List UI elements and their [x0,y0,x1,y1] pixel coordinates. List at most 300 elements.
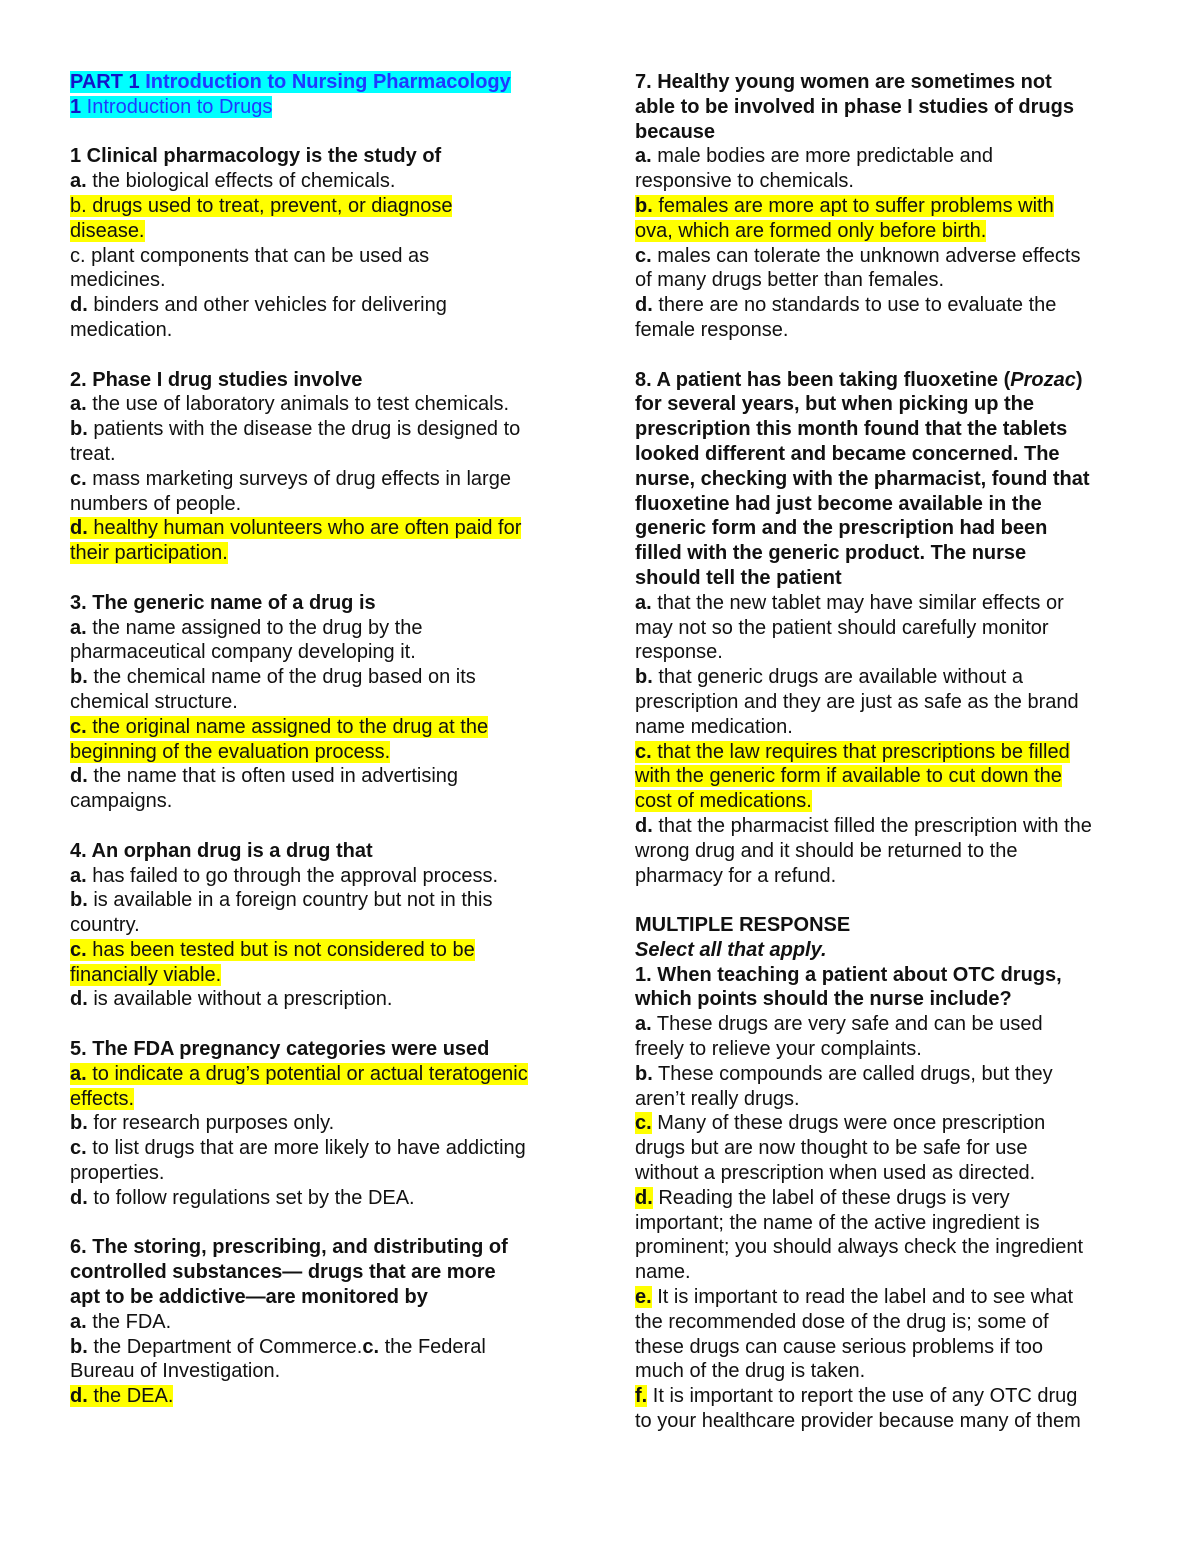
text-run: to list drugs that are more likely to have addicting [86,1137,526,1160]
text-line-content [635,1063,1053,1085]
option-label: b. [70,1335,88,1358]
text-run: patients with the disease the drug is designed to [87,418,521,441]
text-line [635,1161,1130,1186]
text-line-content [635,1212,1040,1234]
option-label: a. [70,393,87,416]
text-line [70,764,570,789]
text-line [635,864,1130,889]
text-run: country. [70,914,140,937]
text-line-content [70,493,241,515]
text-line [635,690,1130,715]
text-line-content [70,1063,528,1085]
text-run: the use of laboratory animals to test chemicals. [86,393,510,416]
text-line-content [635,1137,1027,1159]
text-run: binders and other vehicles for delivering [87,294,447,317]
text-line [635,616,1130,641]
text-line-content [70,542,228,564]
text-line-content [70,1336,486,1358]
text-run: for research purposes only. [87,1112,335,1135]
text-run: 1 [70,95,82,118]
text-run: campaigns. [70,790,173,813]
text-run: disease. [70,219,145,242]
text-line-content [70,641,416,663]
text-line-content [70,418,520,440]
text-run: 1. When teaching a patient about OTC drugs, [635,963,1062,986]
text-run: medicines. [70,269,166,292]
text-line-content [70,1187,415,1209]
option-label: d. [70,517,88,540]
text-line-content [635,592,1064,614]
text-line-content [70,170,395,192]
text-line [70,963,570,988]
text-line [635,1285,1130,1310]
text-line [70,1335,570,1360]
option-label: a. [70,1310,87,1333]
text-line-content [635,1336,1043,1358]
text-line [70,1384,570,1409]
text-line-content [635,294,1056,316]
text-line-content [70,914,140,936]
option-label: b. [635,1062,653,1085]
text-line-content [635,542,1026,564]
text-run: the original name assigned to the drug at the [86,715,489,738]
text-line-content [70,1360,280,1382]
text-run: without a prescription when used as directed. [635,1162,1036,1185]
option-label: c. [362,1335,380,1358]
text-line-content [635,418,1067,440]
text-line-content [635,1162,1035,1184]
text-run: males can tolerate the unknown adverse effects [651,244,1081,267]
text-line-content [635,865,836,887]
text-run: the Federal [379,1335,486,1358]
text-run: the chemical name of the drug based on its [87,666,476,689]
text-run: because [635,120,716,143]
option-label: c. [635,244,652,267]
text-line-content [70,765,458,787]
text-line [635,1384,1130,1409]
text-line [70,789,570,814]
option-label: b. [70,666,88,689]
text-line [70,987,570,1012]
option-label: a. [70,1062,87,1085]
text-run: These compounds are called drugs, but they [652,1062,1053,1085]
text-line [635,1136,1130,1161]
option-label: b. [635,666,653,689]
option-label: c. [635,1112,652,1135]
option-label: a. [635,145,652,168]
text-line-content [70,1286,428,1308]
text-run: 1 Clinical pharmacology is the study of [70,145,442,168]
text-line-content [635,393,1034,415]
text-run: beginning of the evaluation process. [70,740,391,763]
option-label: b. [70,1112,88,1135]
text-line-content [635,1311,1049,1333]
text-line [635,95,1130,120]
text-line [635,442,1130,467]
text-line-content [70,220,145,242]
text-line-content [635,939,827,961]
text-run: with the generic form if available to cut down the [635,765,1062,788]
text-run: has failed to go through the approval process. [86,864,499,887]
text-line-content [635,1286,1073,1308]
text-run: nurse, checking with the pharmacist, found that [635,467,1090,490]
text-line-content [635,96,1074,118]
option-label: a. [635,1013,652,1036]
text-line [635,467,1130,492]
paragraph-gap [635,343,1130,368]
text-run: 3. The generic name of a drug is [70,591,376,614]
text-line [635,1335,1130,1360]
text-line-content [635,741,1070,763]
text-line-content [635,195,1054,217]
text-line-content [635,1013,1043,1035]
text-line-content [70,840,373,862]
text-run: prescription and they are just as safe as the brand [635,690,1079,713]
text-run: their participation. [70,542,228,565]
text-line [635,120,1130,145]
text-line [70,194,570,219]
text-run: to follow regulations set by the DEA. [87,1186,415,1209]
text-line [635,1062,1130,1087]
text-run: to your healthcare provider because many of them [635,1410,1081,1433]
text-line [70,1161,570,1186]
text-line [70,492,570,517]
text-line [635,1260,1130,1285]
text-run: prominent; you should always check the ingredient [635,1236,1084,1259]
text-line-content [635,493,1042,515]
text-run: PART 1 [70,71,140,93]
text-run: b. drugs used to treat, prevent, or diagnose [70,194,453,217]
text-line [70,144,570,169]
text-run: that the law requires that prescriptions be filled [651,740,1070,763]
text-run: the name assigned to the drug by the [86,616,423,639]
text-run: 7. Healthy young women are sometimes not [635,71,1052,93]
option-label: d. [70,294,88,317]
text-run: c. plant components that can be used as [70,244,430,267]
text-line-content [70,145,441,167]
text-line [635,789,1130,814]
option-label: d. [70,765,88,788]
text-line-content [70,71,511,93]
text-line-content [635,1236,1083,1258]
option-label: c. [70,938,87,961]
text-line [70,1062,570,1087]
text-line-content [70,1038,489,1060]
text-line [70,1037,570,1062]
text-line [635,913,1130,938]
paragraph-gap [70,1211,570,1236]
text-line-content [635,1261,691,1283]
text-line-content [70,319,172,341]
text-run: may not so the patient should carefully monitor [635,616,1049,639]
text-line [70,740,570,765]
text-line-content [70,939,475,961]
option-label: d. [70,988,88,1011]
text-line-content [70,964,221,986]
text-line-content [70,369,362,391]
text-line [635,1186,1130,1211]
text-line-content [635,170,854,192]
text-line-content [635,617,1049,639]
text-line-content [70,468,511,490]
text-line [70,665,570,690]
text-run: chemical structure. [70,690,238,713]
option-label: c. [70,467,87,490]
text-line [635,1037,1130,1062]
text-line-content [635,1038,922,1060]
text-line [70,70,570,95]
text-line-content [635,790,812,812]
text-line [635,740,1130,765]
text-line [635,987,1130,1012]
text-line-content [635,1360,865,1382]
text-run: 2. Phase I drug studies involve [70,368,363,391]
text-run: Select all that apply. [635,938,827,961]
option-label: c. [635,740,652,763]
text-run: Bureau of Investigation. [70,1360,281,1383]
text-line-content [635,443,1060,465]
text-run: filled with the generic product. The nurse [635,542,1027,565]
text-line [635,70,1130,95]
text-run: that the pharmacist filled the prescription with the [652,814,1092,837]
text-line-content [635,840,1017,862]
option-label: c. [70,715,87,738]
text-run: responsive to chemicals. [635,170,854,193]
text-line [70,616,570,641]
text-line-content [635,1410,1081,1432]
text-run: male bodies are more predictable and [651,145,993,168]
text-line-content [70,865,498,887]
text-line-content [635,815,1092,837]
text-line [635,1359,1130,1384]
right-column [635,70,1130,1434]
text-run: pharmacy for a refund. [635,864,837,887]
option-label: d. [635,294,653,317]
text-line [635,1087,1130,1112]
text-line [635,764,1130,789]
text-line-content [635,567,842,589]
text-line [635,194,1130,219]
text-run: name. [635,1261,691,1284]
text-line [70,293,570,318]
text-run: generic form and the prescription had been [635,517,1048,540]
text-run: Prozac [1010,368,1076,391]
text-run: It is important to read the label and to see what [651,1286,1074,1309]
text-run: the FDA. [86,1310,172,1333]
text-line-content [635,914,850,936]
text-line-content [70,988,392,1010]
paragraph-gap [635,888,1130,913]
text-line-content [635,641,723,663]
text-line [635,715,1130,740]
text-line-content [70,443,116,465]
text-line-content [70,1261,496,1283]
text-line [635,417,1130,442]
text-line-content [635,121,715,143]
text-run: 4. An orphan drug is a drug that [70,839,373,862]
text-line-content [635,1088,800,1110]
text-run: is available in a foreign country but not in this [87,889,493,912]
text-line [635,1310,1130,1335]
text-line-content [70,666,476,688]
text-line [70,442,570,467]
text-line-content [635,369,1083,391]
option-label: b. [70,418,88,441]
text-line [635,1111,1130,1136]
text-run: response. [635,641,723,664]
text-run: important; the name of the active ingredient is [635,1211,1040,1234]
text-line-content [70,617,422,639]
text-run: much of the drug is taken. [635,1360,866,1383]
text-run: wrong drug and it should be returned to the [635,839,1018,862]
text-line [70,839,570,864]
text-run: the DEA. [87,1385,174,1408]
text-line [70,392,570,417]
text-line [635,392,1130,417]
text-run: looked different and became concerned. The [635,442,1060,465]
text-line [70,888,570,913]
text-run: should tell the patient [635,566,842,589]
text-run: Introduction to Drugs [81,95,273,118]
text-run: 8. A patient has been taking fluoxetine ( [635,368,1011,391]
text-run: Introduction to Nursing Pharmacology [139,71,511,93]
text-line-content [70,1112,334,1134]
option-label: a. [70,616,87,639]
text-run: 6. The storing, prescribing, and distributing of [70,1236,508,1259]
text-line [635,219,1130,244]
text-line-content [70,1236,508,1258]
option-label: d. [635,1186,653,1209]
text-run: name medication. [635,715,793,738]
text-run: prescription this month found that the tablets [635,418,1068,441]
left-column [70,70,570,1409]
text-line-content [635,145,993,167]
text-run: freely to relieve your complaints. [635,1038,922,1061]
text-line [70,1285,570,1310]
option-label: c. [70,1137,87,1160]
text-line-content [70,269,166,291]
text-line [635,169,1130,194]
text-run: there are no standards to use to evaluate the [652,294,1057,317]
text-line-content [70,716,488,738]
text-line [70,913,570,938]
text-run: treat. [70,442,116,465]
text-line-content [70,1162,165,1184]
text-line [70,368,570,393]
text-run: the recommended dose of the drug is; some of [635,1310,1049,1333]
text-run: able to be involved in phase I studies of drugs [635,95,1074,118]
text-line [635,665,1130,690]
text-line-content [635,691,1079,713]
text-line [635,1211,1130,1236]
text-run: mass marketing surveys of drug effects in large [86,467,511,490]
paragraph-gap [70,343,570,368]
text-line-content [635,988,1012,1010]
text-run: is available without a prescription. [87,988,393,1011]
text-line-content [635,1112,1045,1134]
text-line [70,467,570,492]
text-line-content [70,1385,173,1407]
text-run: 5. The FDA pregnancy categories were used [70,1038,490,1061]
text-run: ) [1075,368,1083,391]
text-line [635,640,1130,665]
text-run: these drugs can cause serious problems if too [635,1335,1043,1358]
text-line [70,1087,570,1112]
text-run: drugs but are now thought to be safe for use [635,1137,1028,1160]
text-line [635,244,1130,269]
text-run: has been tested but is not considered to be [86,938,475,961]
text-line-content [70,96,272,118]
text-run: medication. [70,318,173,341]
text-line [70,1359,570,1384]
text-line [635,541,1130,566]
text-line [70,864,570,889]
text-line [635,963,1130,988]
option-label: f. [635,1385,648,1408]
text-line [635,1012,1130,1037]
text-run: controlled substances— drugs that are more [70,1261,496,1284]
text-line [635,368,1130,393]
text-line-content [635,468,1090,490]
text-run: females are more apt to suffer problems with [652,194,1054,217]
text-line [635,814,1130,839]
text-line [70,690,570,715]
paragraph-gap [70,566,570,591]
text-line [70,1136,570,1161]
text-run: the name that is often used in advertising [87,765,459,788]
text-line [70,1260,570,1285]
text-line [70,1310,570,1335]
text-run: pharmaceutical company developing it. [70,641,416,664]
text-run: Reading the label of these drugs is very [652,1186,1010,1209]
option-label: e. [635,1286,652,1309]
text-run: numbers of people. [70,492,242,515]
text-run: cost of medications. [635,790,812,813]
text-line [70,169,570,194]
text-line [70,640,570,665]
text-line-content [635,269,944,291]
option-label: a. [70,170,87,193]
paragraph-gap [70,120,570,145]
text-run: that generic drugs are available without a [652,666,1024,689]
text-line-content [635,319,788,341]
text-line [70,417,570,442]
text-line-content [70,245,429,267]
text-line-content [70,1311,171,1333]
text-line-content [635,1385,1077,1407]
text-run: the biological effects of chemicals. [86,170,396,193]
text-line-content [70,1088,134,1110]
text-line [70,715,570,740]
text-line [70,541,570,566]
text-line [635,318,1130,343]
text-line-content [635,71,1052,93]
text-line [70,95,570,120]
text-line-content [635,765,1062,787]
text-line [635,938,1130,963]
text-run: Many of these drugs were once prescription [651,1112,1046,1135]
text-line [70,1235,570,1260]
text-run: ova, which are formed only before birth. [635,219,987,242]
text-line-content [70,517,521,539]
text-line-content [635,666,1023,688]
text-line-content [635,964,1062,986]
text-line-content [70,889,492,911]
text-line-content [635,517,1047,539]
option-label: a. [70,864,87,887]
text-run: healthy human volunteers who are often paid for [87,517,522,540]
text-line-content [70,741,390,763]
